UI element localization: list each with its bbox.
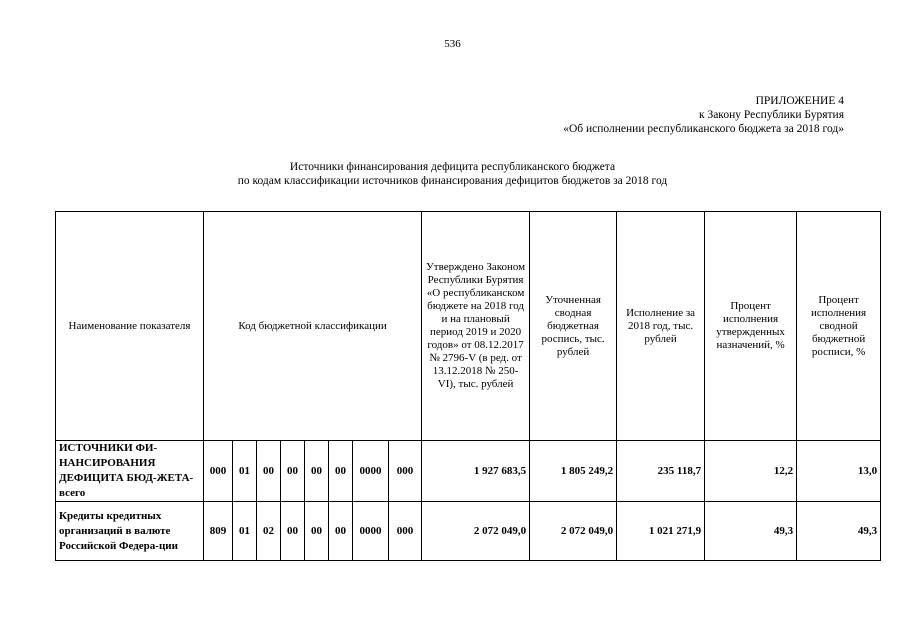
code-part: 00 (281, 502, 305, 561)
header-refined: Уточненная сводная бюджетная роспись, тыс. рублей (530, 212, 617, 441)
approved-value: 2 072 049,0 (422, 502, 530, 561)
code-part: 0000 (353, 441, 389, 502)
code-part: 00 (329, 502, 353, 561)
code-part: 0000 (353, 502, 389, 561)
financing-sources-table (55, 211, 881, 561)
refined-value: 2 072 049,0 (530, 502, 617, 561)
pct-refined-value: 49,3 (797, 502, 881, 561)
pct-approved-value: 12,2 (705, 441, 797, 502)
code-part: 01 (233, 441, 257, 502)
execution-value: 235 118,7 (617, 441, 705, 502)
code-part: 00 (257, 441, 281, 502)
code-part: 00 (281, 441, 305, 502)
approved-value: 1 927 683,5 (422, 441, 530, 502)
code-part: 00 (329, 441, 353, 502)
header-approved: Утверждено Законом Республики Бурятия «О республиканском бюджете на 2018 год и на плановый период 2019 и 2020 годов» от 08.12.2017 № 2796-V (в ред. от 13.12.2018 № 250-VI), тыс. рублей (422, 212, 530, 441)
table-row (56, 441, 881, 502)
document-title (0, 160, 905, 188)
title-line-1: Источники финансирования дефицита республиканского бюджета (289, 161, 616, 173)
pct-approved-value: 49,3 (705, 502, 797, 561)
header-pct-refined: Процент исполнения сводной бюджетной росписи, % (797, 212, 881, 441)
code-part: 000 (204, 441, 233, 502)
code-part: 000 (389, 502, 422, 561)
appendix-block (563, 94, 844, 136)
code-part: 809 (204, 502, 233, 561)
header-pct-approved: Процент исполнения утвержденных назначений, % (705, 212, 797, 441)
table-header-row (56, 212, 881, 441)
row-name: Кредиты кредитных организаций в валюте Российской Федера-ции (56, 502, 204, 561)
execution-value: 1 021 271,9 (617, 502, 705, 561)
code-part: 01 (233, 502, 257, 561)
code-part: 00 (305, 441, 329, 502)
appendix-line-3: «Об исполнении республиканского бюджета за 2018 год» (563, 123, 844, 135)
code-part: 000 (389, 441, 422, 502)
code-part: 02 (257, 502, 281, 561)
page-number: 536 (444, 38, 461, 50)
code-part: 00 (305, 502, 329, 561)
row-name: ИСТОЧНИКИ ФИ-НАНСИРОВАНИЯ ДЕФИЦИТА БЮД-ЖЕТА-всего (56, 441, 204, 502)
refined-value: 1 805 249,2 (530, 441, 617, 502)
title-line-2: по кодам классификации источников финансирования дефицитов бюджетов за 2018 год (237, 175, 668, 187)
header-code: Код бюджетной классификации (204, 212, 422, 441)
pct-refined-value: 13,0 (797, 441, 881, 502)
header-execution: Исполнение за 2018 год, тыс. рублей (617, 212, 705, 441)
table-row (56, 502, 881, 561)
appendix-line-1: ПРИЛОЖЕНИЕ 4 (755, 95, 844, 107)
header-name: Наименование показателя (56, 212, 204, 441)
appendix-line-2: к Закону Республики Бурятия (698, 109, 844, 121)
